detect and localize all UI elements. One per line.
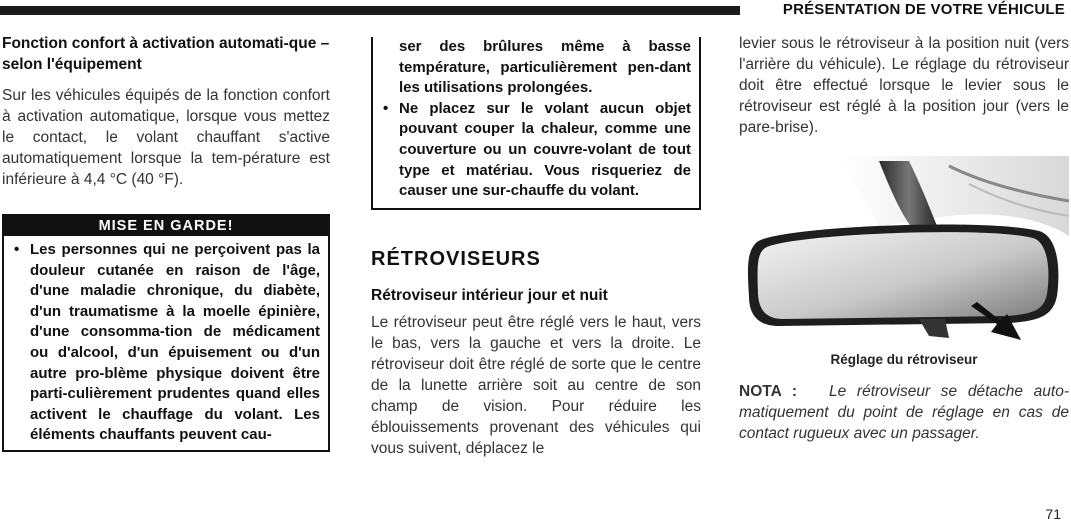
- warning-item: [381, 99, 691, 202]
- section-running-title: PRÉSENTATION DE VOTRE VÉHICULE: [773, 0, 1065, 20]
- warning-list: [4, 236, 328, 450]
- page-number: 71: [1045, 506, 1061, 522]
- subheading-day-night-mirror: Rétroviseur intérieur jour et nuit: [371, 286, 608, 304]
- bullet-glyph: •: [383, 99, 389, 117]
- column-left: [2, 0, 330, 452]
- figure-caption: Réglage du rétroviseur: [830, 352, 978, 367]
- rearview-mirror-image: [739, 156, 1069, 346]
- warning-title: MISE EN GARDE!: [4, 216, 328, 236]
- note-label: NOTA :: [739, 383, 798, 400]
- bullet-glyph: •: [14, 241, 20, 258]
- warning-list-continued: [381, 99, 691, 202]
- warning-continued-text: ser des brûlures même à basse température, particulièrement pen-dant les utilisations prolongées.: [399, 38, 691, 97]
- column-right: [739, 0, 1069, 444]
- note-paragraph: [739, 381, 1069, 444]
- paragraph-auto-comfort: Sur les véhicules équipés de la fonction confort à activation automatique, lorsque vous mettez le contact, le volant chauffant s'active automatiquement lorsque la tem-pérature est inférieure à 4,4 °C (40 °F).: [2, 87, 330, 188]
- warning-item-text: Les personnes qui ne perçoivent pas la douleur cutanée en raison de l'âge, d'une maladie chronique, du diabète, d'un traumatisme à la moelle épinière, d'une consomma-tion de médicament ou d'alcool, d'un épuisement ou d'un autre pro-blème physique doivent être parti-culièrement prudentes quand elles activent le chauffage du volant. Les éléments chauffants peuvent cau-: [30, 241, 320, 444]
- heading-auto-comfort: Fonction confort à activation automati-que – selon l'équipement: [2, 35, 330, 73]
- section-title-mirrors: RÉTROVISEURS: [371, 247, 541, 270]
- column-middle: [371, 0, 701, 459]
- warning-box-continued: [371, 37, 701, 210]
- mirror-illustration: [739, 156, 1069, 346]
- warning-box: [2, 214, 330, 452]
- warning-item: [12, 240, 320, 446]
- paragraph-mirror-adjust: Le rétroviseur peut être réglé vers le haut, vers le bas, vers la gauche et vers la droite. Le rétroviseur doit être réglé de sorte que le centre de la lunette arrière soit au centre de son champ de vision. Pour réduire les éblouissements provenant des véhicules qui vous suivent, déplacez le: [371, 313, 701, 457]
- paragraph-mirror-lever: levier sous le rétroviseur à la position nuit (vers l'arrière du véhicule). Le réglage du rétroviseur doit être effectué lorsque le levier sous le rétroviseur est réglé à la position jour (vers le pare-brise).: [739, 35, 1069, 136]
- warning-item-text: Ne placez sur le volant aucun objet pouvant couper la chaleur, comme une couverture ou un couvre-volant de tout type et matériau. Vous risqueriez de causer une sur-chauffe du volant.: [399, 99, 691, 200]
- note-text: Le rétroviseur se détache auto-matiquement du point de réglage en cas de contact rugueux avec un passager.: [739, 383, 1069, 442]
